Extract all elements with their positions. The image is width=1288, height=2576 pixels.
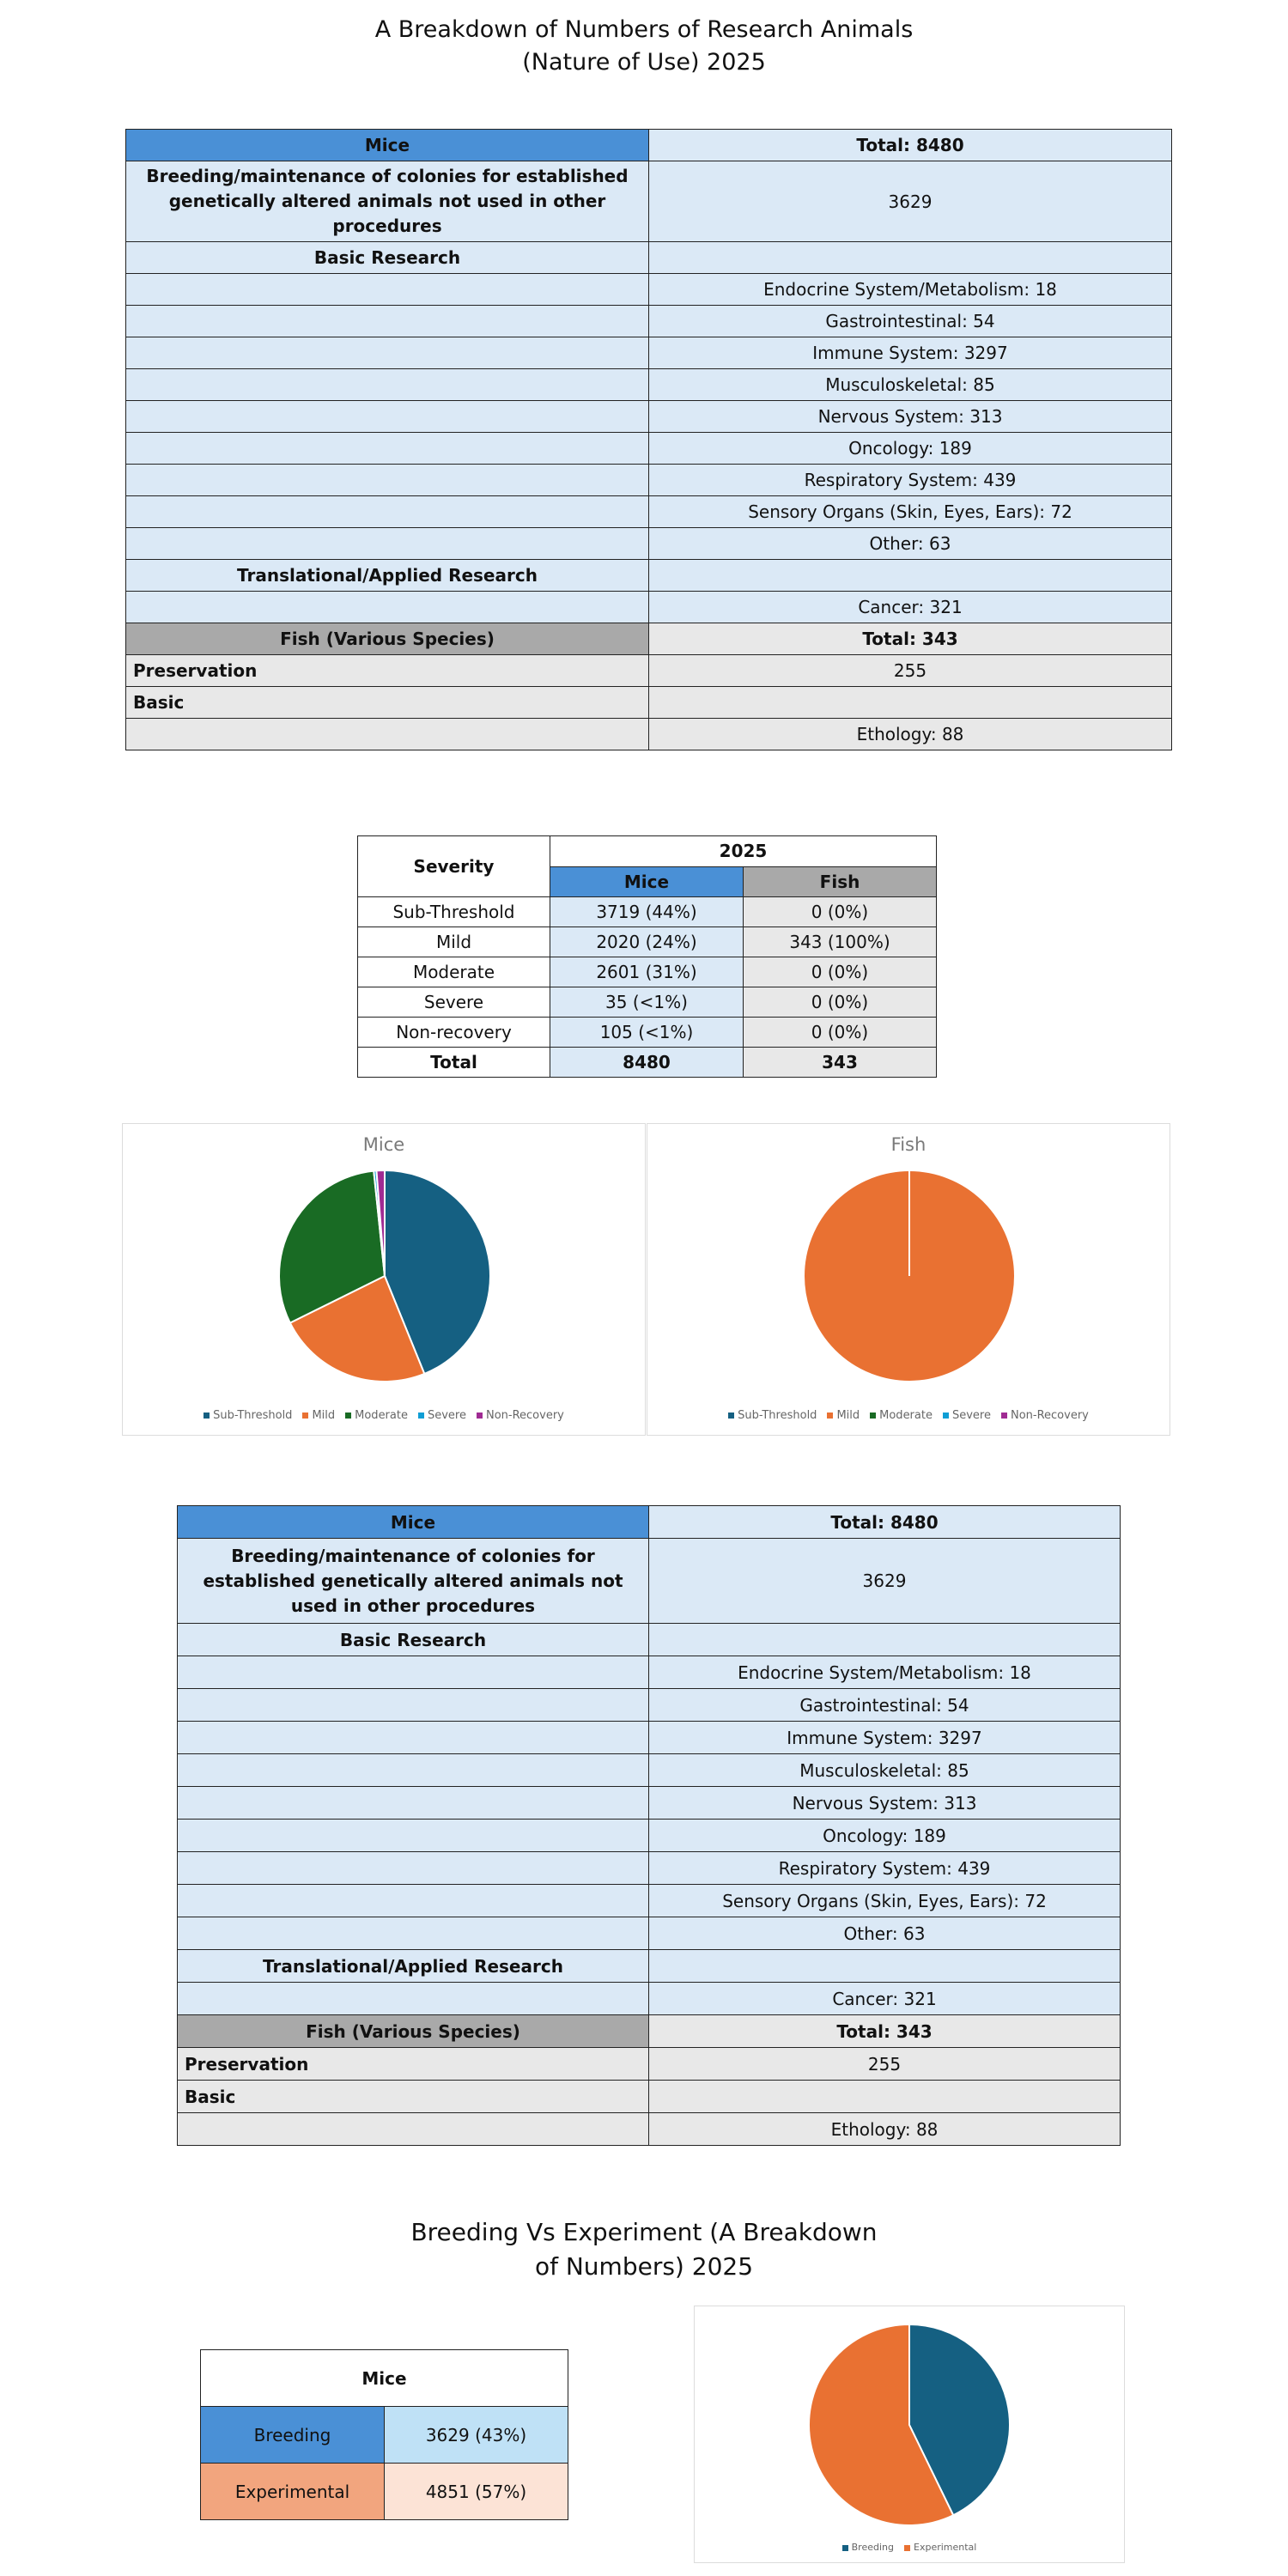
severity-table — [357, 835, 937, 1078]
basic-research-item: Sensory Organs (Skin, Eyes, Ears): 72 — [649, 1885, 1121, 1917]
legend-item — [728, 1409, 817, 1422]
table-row — [126, 369, 1172, 401]
fish-value: 0 (0%) — [744, 987, 937, 1018]
legend-item — [943, 1409, 991, 1422]
fish-header: Fish (Various Species) — [178, 2015, 649, 2048]
basic-research-item: Musculoskeletal: 85 — [649, 369, 1172, 401]
empty-cell — [178, 1885, 649, 1917]
table-row — [358, 987, 937, 1018]
table-row — [126, 687, 1172, 719]
legend-label: Mild — [836, 1409, 860, 1422]
table-row — [178, 2113, 1121, 2146]
legend-label: Non-Recovery — [1010, 1409, 1089, 1422]
fish-pie — [647, 1124, 1170, 1435]
mice-value: 35 (<1%) — [550, 987, 744, 1018]
total-label: Total — [358, 1048, 550, 1078]
chart-legend — [647, 1409, 1170, 1422]
empty-cell — [649, 1950, 1121, 1983]
legend-item — [827, 1409, 860, 1422]
chart-title: Fish — [890, 1134, 927, 1155]
legend-swatch — [302, 1413, 308, 1419]
empty-cell — [126, 528, 649, 560]
legend-label: Non-Recovery — [485, 1409, 564, 1422]
mice-total: 8480 — [550, 1048, 744, 1078]
fish-total: Total: 343 — [649, 623, 1172, 655]
breeding-label: Breeding — [201, 2407, 385, 2464]
empty-cell — [126, 401, 649, 433]
basic-label: Basic — [126, 687, 649, 719]
page-title: A Breakdown of Numbers of Research Animals (Nature of Use) 2025 — [374, 16, 914, 76]
basic-label: Basic — [178, 2081, 649, 2113]
basic-research-item: Gastrointestinal: 54 — [649, 306, 1172, 337]
legend-item — [842, 2542, 894, 2553]
table-row — [126, 719, 1172, 750]
fish-value: 0 (0%) — [744, 1018, 937, 1048]
legend-item — [418, 1409, 466, 1422]
fish-col-header: Fish — [744, 866, 937, 897]
mice-header: Mice — [126, 130, 649, 161]
section-title: Breeding Vs Experiment (A Breakdown of Numbers) 2025 — [410, 2218, 878, 2281]
basic-research-item: Immune System: 3297 — [649, 1722, 1121, 1754]
fish-severity-chart — [647, 1123, 1170, 1436]
table-row — [126, 528, 1172, 560]
legend-item — [302, 1409, 335, 1422]
empty-cell — [126, 465, 649, 496]
legend-swatch — [418, 1413, 424, 1419]
table-row — [178, 1950, 1121, 1983]
table-row — [126, 130, 1172, 161]
cancer-value: Cancer: 321 — [649, 1983, 1121, 2015]
chart-legend — [695, 2542, 1124, 2553]
empty-cell — [126, 433, 649, 465]
fish-total: Total: 343 — [649, 2015, 1121, 2048]
legend-swatch — [842, 2545, 848, 2551]
bve-header: Mice — [201, 2350, 568, 2407]
table-row — [126, 496, 1172, 528]
severity-label: Mild — [358, 927, 550, 957]
breeding-label: Breeding/maintenance of colonies for established genetically altered animals not used in other procedures — [178, 1539, 649, 1624]
severity-label: Severe — [358, 987, 550, 1018]
breeding-label: Breeding/maintenance of colonies for established genetically altered animals not used in other procedures — [126, 161, 649, 242]
empty-cell — [178, 1754, 649, 1787]
empty-cell — [126, 592, 649, 623]
legend-swatch — [943, 1413, 949, 1419]
severity-label: Non-recovery — [358, 1018, 550, 1048]
basic-research-item: Sensory Organs (Skin, Eyes, Ears): 72 — [649, 496, 1172, 528]
fish-total: 343 — [744, 1048, 937, 1078]
table-row — [126, 560, 1172, 592]
empty-cell — [126, 337, 649, 369]
empty-cell — [178, 1787, 649, 1820]
basic-research-item: Gastrointestinal: 54 — [649, 1689, 1121, 1722]
legend-label: Experimental — [914, 2542, 977, 2553]
mice-header: Mice — [178, 1506, 649, 1539]
basic-research-label: Basic Research — [126, 242, 649, 274]
table-row — [358, 1018, 937, 1048]
legend-swatch — [477, 1413, 483, 1419]
basic-research-item: Nervous System: 313 — [649, 401, 1172, 433]
breeding-value: 3629 — [649, 161, 1172, 242]
basic-research-item: Other: 63 — [649, 528, 1172, 560]
legend-item — [477, 1409, 564, 1422]
fish-value: 343 (100%) — [744, 927, 937, 957]
table-row — [126, 161, 1172, 242]
table-row — [178, 1820, 1121, 1852]
empty-cell — [649, 242, 1172, 274]
basic-research-item: Oncology: 189 — [649, 1820, 1121, 1852]
table-row — [178, 1852, 1121, 1885]
table-row — [178, 1885, 1121, 1917]
legend-swatch — [728, 1413, 734, 1419]
basic-research-item: Oncology: 189 — [649, 433, 1172, 465]
basic-research-item: Respiratory System: 439 — [649, 465, 1172, 496]
severity-label: Moderate — [358, 957, 550, 987]
legend-item — [904, 2542, 976, 2553]
legend-swatch — [1001, 1413, 1007, 1419]
empty-cell — [178, 1722, 649, 1754]
empty-cell — [178, 1983, 649, 2015]
table-row — [178, 1506, 1121, 1539]
fish-header: Fish (Various Species) — [126, 623, 649, 655]
legend-swatch — [827, 1413, 833, 1419]
basic-research-item: Musculoskeletal: 85 — [649, 1754, 1121, 1787]
empty-cell — [178, 1820, 649, 1852]
chart-legend — [123, 1409, 645, 1422]
legend-label: Severe — [951, 1409, 991, 1422]
table-row — [126, 433, 1172, 465]
empty-cell — [649, 560, 1172, 592]
table-row — [178, 1539, 1121, 1624]
mice-total: Total: 8480 — [649, 130, 1172, 161]
translational-label: Translational/Applied Research — [126, 560, 649, 592]
legend-label: Severe — [427, 1409, 466, 1422]
legend-item — [1001, 1409, 1089, 1422]
table-row — [126, 337, 1172, 369]
empty-cell — [178, 1852, 649, 1885]
mice-value: 2020 (24%) — [550, 927, 744, 957]
preservation-label: Preservation — [126, 655, 649, 687]
mice-severity-chart — [122, 1123, 646, 1436]
breeding-vs-experiment-chart — [694, 2306, 1125, 2563]
table-row — [178, 1656, 1121, 1689]
table-row — [178, 1624, 1121, 1656]
breeding-value: 3629 — [649, 1539, 1121, 1624]
legend-label: Breeding — [851, 2542, 894, 2553]
legend-swatch — [345, 1413, 351, 1419]
mice-value: 105 (<1%) — [550, 1018, 744, 1048]
empty-cell — [126, 496, 649, 528]
empty-cell — [178, 1917, 649, 1950]
table-row — [126, 465, 1172, 496]
nature-of-use-table — [125, 129, 1172, 750]
empty-cell — [126, 719, 649, 750]
ethology-value: Ethology: 88 — [649, 719, 1172, 750]
breeding-value: 3629 (43%) — [385, 2407, 568, 2464]
legend-item — [204, 1409, 292, 1422]
table-row — [178, 1983, 1121, 2015]
empty-cell — [126, 274, 649, 306]
chart-title: Mice — [362, 1134, 405, 1155]
table-row — [178, 2048, 1121, 2081]
table-row — [178, 2015, 1121, 2048]
fish-value: 0 (0%) — [744, 897, 937, 927]
severity-label: Sub-Threshold — [358, 897, 550, 927]
legend-label: Moderate — [355, 1409, 408, 1422]
table-row — [178, 2081, 1121, 2113]
severity-header: Severity — [358, 836, 550, 897]
table-row — [358, 957, 937, 987]
empty-cell — [178, 2113, 649, 2146]
table-row — [126, 655, 1172, 687]
basic-research-label: Basic Research — [178, 1624, 649, 1656]
basic-research-item: Immune System: 3297 — [649, 337, 1172, 369]
table-row — [358, 897, 937, 927]
table-row — [178, 1787, 1121, 1820]
legend-label: Mild — [312, 1409, 336, 1422]
year-header: 2025 — [550, 836, 937, 867]
table-row — [126, 242, 1172, 274]
table-row — [178, 1722, 1121, 1754]
table-row — [178, 1754, 1121, 1787]
table-row — [178, 1689, 1121, 1722]
empty-cell — [649, 687, 1172, 719]
fish-value: 0 (0%) — [744, 957, 937, 987]
mice-total: Total: 8480 — [649, 1506, 1121, 1539]
breeding-vs-experiment-table — [200, 2349, 568, 2520]
experimental-value: 4851 (57%) — [385, 2464, 568, 2520]
basic-research-item: Endocrine System/Metabolism: 18 — [649, 274, 1172, 306]
empty-cell — [178, 1656, 649, 1689]
preservation-value: 255 — [649, 655, 1172, 687]
basic-research-item: Respiratory System: 439 — [649, 1852, 1121, 1885]
preservation-value: 255 — [649, 2048, 1121, 2081]
ethology-value: Ethology: 88 — [649, 2113, 1121, 2146]
mice-value: 3719 (44%) — [550, 897, 744, 927]
table-row — [126, 306, 1172, 337]
breeding-pie — [695, 2306, 1124, 2562]
mice-value: 2601 (31%) — [550, 957, 744, 987]
cancer-value: Cancer: 321 — [649, 592, 1172, 623]
basic-research-item: Other: 63 — [649, 1917, 1121, 1950]
legend-label: Sub-Threshold — [213, 1409, 293, 1422]
mice-pie — [123, 1124, 645, 1435]
nature-of-use-table-2 — [177, 1505, 1121, 2146]
legend-swatch — [204, 1413, 210, 1419]
legend-item — [345, 1409, 408, 1422]
legend-label: Moderate — [879, 1409, 933, 1422]
empty-cell — [126, 306, 649, 337]
empty-cell — [649, 1624, 1121, 1656]
table-row — [126, 592, 1172, 623]
table-row — [358, 927, 937, 957]
preservation-label: Preservation — [178, 2048, 649, 2081]
legend-swatch — [904, 2545, 910, 2551]
basic-research-item: Endocrine System/Metabolism: 18 — [649, 1656, 1121, 1689]
basic-research-item: Nervous System: 313 — [649, 1787, 1121, 1820]
experimental-label: Experimental — [201, 2464, 385, 2520]
empty-cell — [649, 2081, 1121, 2113]
table-row — [178, 1917, 1121, 1950]
legend-label: Sub-Threshold — [738, 1409, 817, 1422]
empty-cell — [178, 1689, 649, 1722]
legend-item — [870, 1409, 933, 1422]
mice-col-header: Mice — [550, 866, 744, 897]
empty-cell — [126, 369, 649, 401]
table-row — [126, 623, 1172, 655]
table-row — [126, 401, 1172, 433]
legend-swatch — [870, 1413, 876, 1419]
translational-label: Translational/Applied Research — [178, 1950, 649, 1983]
table-row — [126, 274, 1172, 306]
